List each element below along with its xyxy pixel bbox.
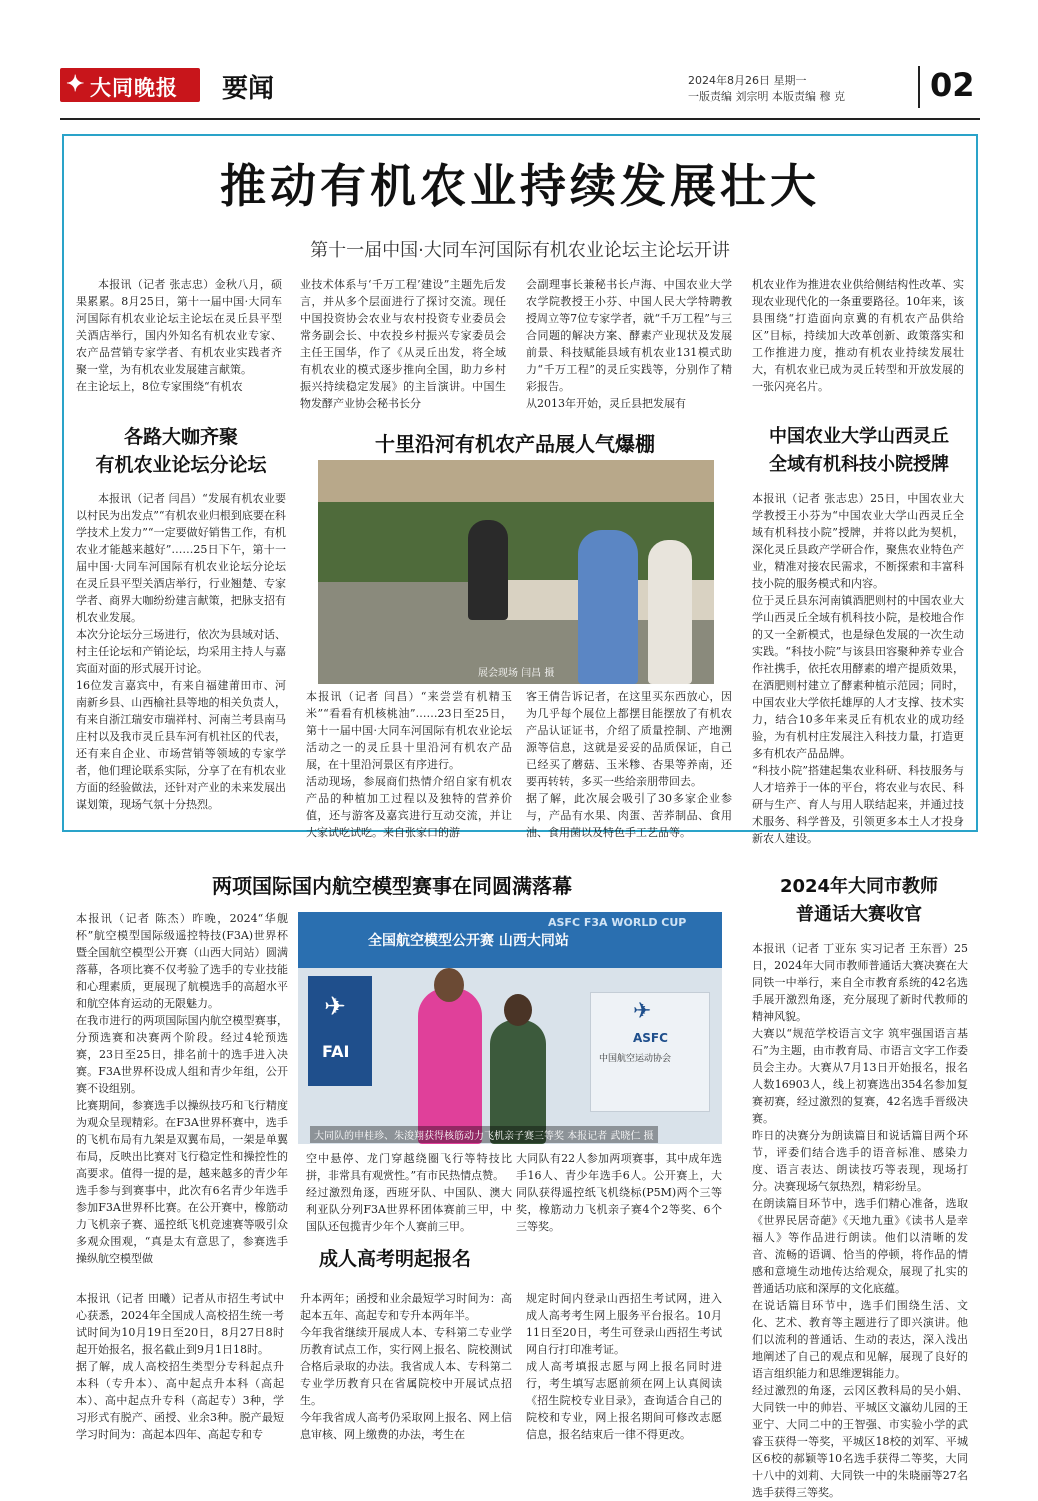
aero-banner-en: ASFC F3A WORLD CUP <box>548 916 687 929</box>
teacher-headline-2: 普通话大赛收官 <box>796 904 922 925</box>
fai-label: FAI <box>322 1042 350 1061</box>
lead-headline: 推动有机农业持续发展壮大 <box>220 159 820 213</box>
teacher-headline-1: 2024年大同市教师 <box>779 876 939 897</box>
expo-person-1 <box>468 520 508 620</box>
editors-line: 一版责编 刘宗明 本版责编 穆 克 <box>688 90 845 103</box>
teacher-text: 本报讯（记者 丁亚东 实习记者 王东晋）25日，2024年大同市教师普通话大赛决赛在大同铁一中举行，来自全市教育系统的42名选手展开激烈角逐，充分展现了新时代教师的精神风貌。 大赛以“规范学校语言文字 筑牢强国语言基石”为主题，由市教育局、市语言文字工作委员会主办。大赛从7月13日开始报名，报名人数16903人，线上初赛选出354名参加复赛初赛，经过激烈的复赛，42名选手晋级决赛。 昨日的决赛分为朗读篇目和说话篇目两个环节，评委们结合选手的语音标准、感染力度、语言表达、朗读技巧等表现，现场打分。决赛现场气氛热烈，精彩纷呈。 在朗读篇目环节中，选手们精心准备，选取《世界民居奇葩》《天地九重》《读书人是幸福人》等作品进行朗读。他们以清晰的发音、流畅的语调、恰当的停顿，将作品的情感和意境生动地传达给观众，展现了扎实的普通话功底和深厚的文化底蕴。 在说话篇目环节中，选手们围绕生活、文化、艺术、教育等主题进行了即兴演讲。他们以流利的普通话、生动的表达，深入浅出地阐述了自己的观点和见解，展现了良好的语言组织能力和思维逻辑能力。 经过激烈的角逐，云冈区教科局的吴小娟、大同铁一中的帅岩、平城区文瀛幼儿园的王亚宁、大同二中的王智强、市实验小学的武睿玉获得一等奖，平城区18校的刘军、平城区6校的郝颖等10名选手获得二等奖，大同十八中的刘莉、大同铁一中的朱晓丽等27名选手获得三等奖。 <box>752 942 968 1499</box>
aero-person-adult <box>418 988 482 1144</box>
fai-board <box>308 976 372 1086</box>
logo-text: 大同晚报 <box>90 75 178 100</box>
section-title: 要闻 <box>222 74 275 104</box>
center-story-column-2: 客王倩告诉记者，在这里买东西放心，因为几乎每个展位上都摆目能摆放了有机农产品认证证书，介绍了质量控制、产地溯源等信息，这就是妥妥的品质保证，自己已经买了蘑菇、玉米糁、杏果等养南，还要再转转，多买一些给亲朋带回去。 据了解，此次展会吸引了30多家企业参与，产品有水果、肉蛋、苦荞制品、食用油、食用菌以及特色手工艺品等。 <box>526 690 732 839</box>
page-number-divider <box>918 66 920 108</box>
aero-column-mid: 空中悬停、龙门穿越绕圈飞行等特技比拼，非常具有观赏性。”有市民热情点赞。 经过激烈角逐，西班牙队、中国队、澳大利亚队分列F3A世界杯团体赛前三甲，中国队还包揽青少年个人赛前三甲。 <box>306 1152 512 1233</box>
aero-banner-text: 全国航空模型公开赛 山西大同站 <box>368 933 569 949</box>
left-story-headline-2: 有机农业论坛分论坛 <box>95 454 267 476</box>
right-story-headline-1: 中国农业大学山西灵丘 <box>769 426 949 447</box>
expo-photo <box>318 460 714 684</box>
exam-column-2: 升本两年；函授和业余最短学习时间为：高起本五年、高起专和专升本两年半。 今年我省继续开展成人本、专科第二专业学历教育试点工作，实行网上报名、院校测试合格后录取的办法。我省成人本、专科第二专业学历教育只在省属院校中开展试点招生。 今年我省成人高考仍采取网上报名、网上信息审核、网上缴费的办法，考生在 <box>300 1292 512 1441</box>
logo-flame-icon: ✦ <box>66 71 85 97</box>
lead-column-2: 业技术体系与‘千万工程’建设”主题先后发言，并从多个层面进行了探讨交流。现任中国投资协会农业与农村投资专业委员会常务副会长、中农投乡村振兴专家委员会主任王国华，作了《从灵丘出发，将全域有机农业的模式逐步推向全国，助力乡村振兴持续稳定发展》的主旨演讲。中国生物发酵产业协会秘书长分 <box>300 278 506 410</box>
fai-eagle-icon: ✈ <box>324 992 346 1022</box>
page-number: 02 <box>930 66 975 104</box>
asfc-sub: 中国航空运动协会 <box>599 1054 672 1064</box>
exam-column-3: 规定时间内登录山西招生考试网，进入成人高考考生网上服务平台报名。10月11日至20日，考生可登录山西招生考试网自行打印准考证。 成人高考填报志愿与网上报名同时进行，考生填写志愿前须在网上认真阅读《招生院校专业目录》，查询适合自己的院校和专业，网上报名期间可修改志愿信息，报名结束后一律不得更改。 <box>526 1292 722 1441</box>
expo-person-3 <box>648 540 692 684</box>
aero-column-right: 大同队有22人参加两项赛事，其中成年选手16人、青少年选手6人。公开赛上，大同队获得遥控纸飞机绕标(P5M)两个三等奖，橡筋动力飞机亲子赛4个2等奖、6个三等奖。 <box>516 1152 722 1233</box>
aero-photo <box>298 912 722 1144</box>
lead-column-4: 机农业作为推进农业供给侧结构性改革、实现农业现代化的一条重要路径。10年来，该县围绕“打造面向京冀的有机农产品供给区”目标，持续加大改革创新、政策落实和工作推进力度，推动有机农业持续发展壮大，有机农业已成为灵丘转型和开放发展的一张闪亮名片。 <box>752 278 964 393</box>
masthead-rule <box>60 118 980 120</box>
expo-canopy <box>318 460 714 502</box>
lead-column-3: 会副理事长兼秘书长卢海、中国农业大学农学院教授王小芬、中国人民大学特聘教授周立等7位专家学者，就“千万工程”与三合同题的解决方案、酵素产业现状及发展前景、科技赋能县域有机农业131模式助力“千万工程”的灵丘实践等，分别作了精彩报告。 从2013年开始，灵丘县把发展有 <box>526 278 732 410</box>
left-story-headline-1: 各路大咖齐聚 <box>123 426 238 448</box>
aero-person-adult-head <box>434 968 464 1002</box>
center-story-column-1: 本报讯（记者 闫昌）“来尝尝有机精玉米”“看看有机核桃油”……23日至25日，第十一届中国·大同车河国际有机农业论坛活动之一的灵丘县十里沿河有机农产品展，在十里沿河景区有序进行。 活动现场，参展商们热情介绍自家有机农产品的种植加工过程以及独特的营养价值，还与游客及嘉宾进行互动交流，并让大家试吃试吃。来自张家口的游 <box>306 690 512 839</box>
expo-photo-caption: 展会现场 闫昌 摄 <box>478 668 555 679</box>
lead-subhead: 第十一届中国·大同车河国际有机农业论坛主论坛开讲 <box>310 240 730 261</box>
newspaper-logo <box>60 68 200 102</box>
exam-headline: 成人高考明起报名 <box>318 1248 471 1270</box>
lead-column-1: 本报讯（记者 张志忠）金秋八月，硕果累累。8月25日，第十一届中国·大同车河国际有机农业论坛主论坛在灵丘县平型关酒店举行，国内外知名有机农业专家、农产品营销专家学者、有机农业实践者齐聚一堂，为有机农业发展建言献策。 在主论坛上，8位专家围绕“有机农 <box>76 278 282 393</box>
center-story-headline: 十里沿河有机农产品展人气爆棚 <box>375 432 655 456</box>
asfc-plane-icon: ✈ <box>633 999 652 1024</box>
left-story-text: 本报讯（记者 闫昌）“发展有机农业要以村民为出发点”“有机农业归根到底要在科学技术上发力”“一定要做好销售工作，有机农业才能越来越好”……25日下午，第十一届中国·大同车河国际有机农业论坛分论坛在灵丘县平型关酒店举行，行业翘楚、专家学者、商界大咖纷纷建言献策，把脉支招有机农业发展。 本次分论坛分三场进行，依次为县域对话、村主任论坛和产销论坛，均采用主持人与嘉宾面对面的形式展开讨论。 16位发言嘉宾中，有来自福建莆田市、河南新乡县、山西榆社县等地的相关负责人，有来自浙江瑞安市瑞祥村、河南兰考县南马庄村以及我市灵丘县车河有机社区的代表，还有来自企业、市场营销等领域的专家学者，他们理论联系实际，分享了在有机农业方面的经验做法，还针对产业的未来发展出谋划策，现场气氛十分热烈。 <box>76 492 286 811</box>
asfc-label: ASFC <box>633 1031 668 1045</box>
date-line: 2024年8月26日 星期一 <box>688 74 807 87</box>
exam-column-1: 本报讯（记者 田曦）记者从市招生考试中心获悉，2024年全国成人高校招生统一考试时间为10月19日至20日，8月27日8时起开始报名，报名截止到9月1日18时。 据了解，成人高校招生类型分专科起点升本科（专升本）、高中起点升本科（高起本）、高中起点升专科（高起专）3种，学习形式有脱产、函授、业余3种。脱产最短学习时间为：高起本四年、高起专和专 <box>76 1292 284 1441</box>
asfc-board <box>590 992 710 1112</box>
aero-photo-caption: 大同队的申桂珍、朱浚翔获得核筋动力飞机亲子赛三等奖 本报记者 武晓仁 摄 <box>310 1126 658 1143</box>
right-story-headline-2: 全域有机科技小院授牌 <box>769 454 949 475</box>
expo-person-2 <box>578 530 638 684</box>
aero-person-child-head <box>504 994 532 1026</box>
aero-column-left: 本报讯（记者 陈杰）昨晚，2024“华舰杯”航空模型国际级遥控特技(F3A)世界杯暨全国航空模型公开赛（山西大同站）圆满落幕，各项比赛不仅考验了选手的专业技能和心理素质，更展现了航模选手的高超水平和航空体育运动的无限魅力。 在我市进行的两项国际国内航空模型赛事，分预选赛和决赛两个阶段。经过4轮预选赛，23日至25日，排名前十的选手进入决赛。F3A世界杯设成人组和青少年组，公开赛不设组别。 比赛期间，参赛选手以操纵技巧和飞行精度为观众呈现精彩。在F3A世界杯赛中，选手的飞机布局有九架是双翼布局，一架是单翼布局，反映出比赛对飞行稳定性和操控性的高要求。值得一提的是，越来越多的青少年选手参与到赛事中，此次有6名青少年选手参加F3A世界杯比赛。在公开赛中，橡筋动力飞机亲子赛、遥控纸飞机竞速赛等吸引众多观众围观，“真是太有意思了，参赛选手操纵航空模型做 <box>76 912 288 1265</box>
masthead <box>60 56 980 116</box>
right-story-text: 本报讯（记者 张志忠）25日，中国农业大学教授王小芬为“中国农业大学山西灵丘全域有机科技小院”授牌，并将以此为契机，深化灵丘县政产学研合作，聚焦农业特色产业，精准对接农民需求，不断探索和丰富科技小院的服务模式和内容。 位于灵丘县东河南镇酒肥则村的中国农业大学山西灵丘全域有机科技小院，是校地合作的又一全新模式，也是绿色发展的一次生动实践。“科技小院”与该县田容聚种养专业合作社携手，依托农用酵素的增产提质效果，在酒肥则村建立了酵素种植示范园；同时，中国农业大学依托雄厚的人才支撑、技术实力，结合10多年来灵丘有机农业的成功经验，为有机村庄发展注入科技力量，打造更多有机农产品品牌。 “科技小院”搭建起集农业科研、科技服务与人才培养于一体的平台，将农业与农民、科研与生产、育人与用人联结起来，并通过技术服务、科学普及，引领更多本土人才投身新农人建设。 <box>752 492 964 845</box>
aero-headline: 两项国际国内航空模型赛事在同圆满落幕 <box>212 874 572 898</box>
